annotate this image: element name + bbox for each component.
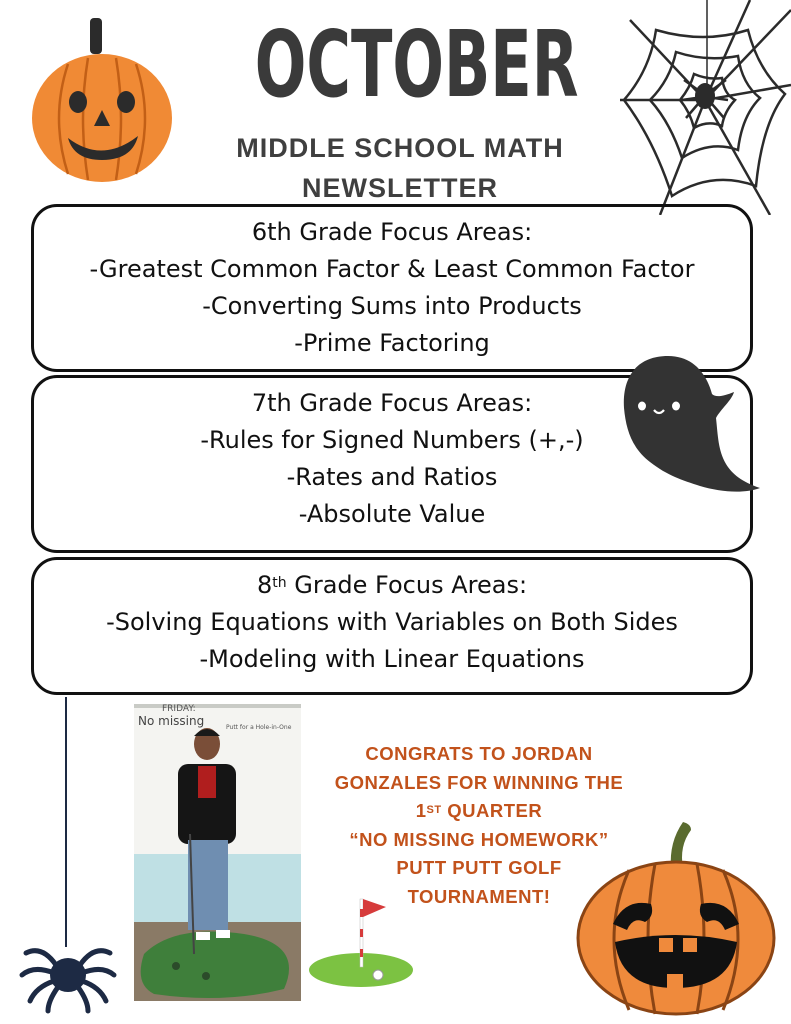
winner-photo (134, 704, 301, 1001)
grade-8-item: -Modeling with Linear Equations (199, 645, 585, 673)
congrats-line: 1ST QUARTER (415, 800, 543, 821)
grade-6-item: -Greatest Common Factor & Least Common Factor (89, 255, 695, 283)
congrats-line: PUTT PUTT GOLF (396, 857, 562, 878)
grade-8-item: -Solving Equations with Variables on Both Sides (106, 608, 678, 636)
grade-7-item: -Rules for Signed Numbers (+,-) (200, 426, 584, 454)
board-text-putt: Putt for a Hole-in-One (226, 724, 292, 731)
hanging-spider-icon (18, 935, 118, 1015)
grade-6-focus-box (31, 204, 753, 372)
jack-o-lantern-large-icon (575, 818, 777, 1018)
newsletter-title: OCTOBER (254, 11, 579, 118)
grade-7-heading: 7th Grade Focus Areas: (251, 389, 533, 417)
grade-6-item: -Converting Sums into Products (202, 292, 582, 320)
grade-7-item: -Rates and Ratios (286, 463, 498, 491)
newsletter-subtitle (180, 128, 620, 208)
grade-6-item: -Prime Factoring (294, 329, 490, 357)
congrats-line: CONGRATS TO JORDAN (365, 743, 593, 764)
golf-flag-icon (306, 895, 414, 990)
ghost-icon (620, 352, 765, 498)
grade-8-heading: 8th Grade Focus Areas: (256, 571, 528, 599)
congrats-line: GONZALES FOR WINNING THE (334, 771, 624, 793)
grade-6-heading: 6th Grade Focus Areas: (251, 218, 533, 246)
board-text-no-missing: No missing (138, 714, 205, 728)
grade-8-focus-box (31, 557, 753, 695)
subtitle-line-2: NEWSLETTER (302, 173, 498, 203)
board-text-friday: FRIDAY: (162, 704, 196, 714)
congrats-line: “NO MISSING HOMEWORK” (349, 828, 609, 850)
jack-o-lantern-icon (28, 14, 176, 186)
spider-thread (65, 697, 67, 947)
subtitle-line-1: MIDDLE SCHOOL MATH (236, 133, 564, 163)
congrats-line: TOURNAMENT! (407, 885, 551, 907)
spider-web-icon (620, 0, 791, 215)
grade-7-item: -Absolute Value (298, 500, 486, 528)
